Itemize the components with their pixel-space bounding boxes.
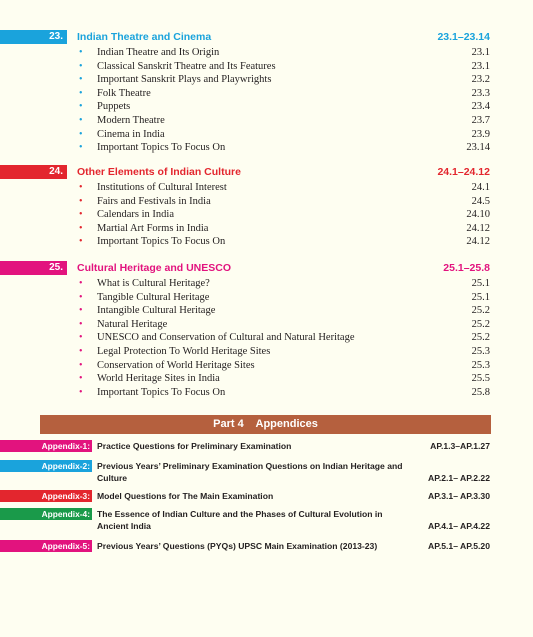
appendix-title: Previous Years’ Preliminary Examination Questions on Indian Heritage and Culture bbox=[97, 461, 403, 483]
topic-item[interactable] bbox=[0, 304, 533, 318]
topic-item[interactable] bbox=[0, 46, 533, 60]
topic-title: Tangible Cultural Heritage bbox=[97, 291, 210, 303]
topic-title: Intangible Cultural Heritage bbox=[97, 305, 216, 317]
topic-title: UNESCO and Conservation of Cultural and Natural Heritage bbox=[97, 332, 355, 344]
chapter-23 bbox=[0, 30, 533, 155]
topic-item[interactable] bbox=[0, 114, 533, 128]
chapter-color-bar bbox=[0, 165, 67, 179]
topic-list bbox=[0, 46, 533, 155]
appendix-title: The Essence of Indian Culture and the Phases of Cultural Evolution in Ancient India bbox=[97, 509, 383, 531]
bullet-icon: • bbox=[79, 305, 83, 317]
chapter-number: 25. bbox=[49, 262, 63, 273]
topic-page: 23.1 bbox=[471, 47, 490, 58]
topic-title: Indian Theatre and Its Origin bbox=[97, 47, 220, 58]
chapter-title: Indian Theatre and Cinema bbox=[77, 31, 212, 43]
appendix-label: Appendix-5: bbox=[41, 541, 90, 551]
topic-title: Important Topics To Focus On bbox=[97, 386, 226, 398]
bullet-icon: • bbox=[79, 87, 83, 99]
appendix-page-range: AP.1.3–AP.1.27 bbox=[430, 441, 490, 451]
bullet-icon: • bbox=[79, 222, 83, 234]
appendix-color-bar bbox=[0, 540, 92, 552]
chapter-heading[interactable] bbox=[0, 261, 533, 277]
topic-page: 23.9 bbox=[471, 128, 490, 140]
topic-item[interactable] bbox=[0, 318, 533, 332]
bullet-icon: • bbox=[79, 373, 83, 385]
topic-page: 25.3 bbox=[471, 359, 490, 371]
topic-item[interactable] bbox=[0, 222, 533, 236]
bullet-icon: • bbox=[79, 195, 83, 207]
bullet-icon: • bbox=[79, 101, 83, 113]
topic-item[interactable] bbox=[0, 345, 533, 359]
appendix-title: Model Questions for The Main Examination bbox=[97, 491, 274, 501]
topic-item[interactable] bbox=[0, 73, 533, 87]
topic-title: Puppets bbox=[97, 101, 131, 113]
topic-title: Cinema in India bbox=[97, 128, 165, 140]
topic-page: 25.2 bbox=[471, 318, 490, 330]
part-heading: Part 4 Appendices bbox=[40, 415, 491, 434]
chapter-heading[interactable] bbox=[0, 165, 533, 181]
bullet-icon: • bbox=[79, 182, 83, 193]
topic-title: Institutions of Cultural Interest bbox=[97, 182, 227, 193]
topic-page: 24.5 bbox=[471, 195, 490, 207]
chapter-number: 24. bbox=[49, 166, 63, 177]
bullet-icon: • bbox=[79, 318, 83, 330]
bullet-icon: • bbox=[79, 114, 83, 126]
chapter-heading[interactable] bbox=[0, 30, 533, 46]
topic-page: 23.3 bbox=[471, 87, 490, 99]
topic-title: Martial Art Forms in India bbox=[97, 222, 209, 234]
appendix-label: Appendix-2: bbox=[41, 461, 90, 471]
chapter-color-bar bbox=[0, 261, 67, 275]
appendix-label: Appendix-3: bbox=[41, 491, 90, 501]
topic-page: 24.10 bbox=[466, 209, 490, 221]
chapter-page-range: 25.1–25.8 bbox=[443, 262, 490, 274]
appendix-color-bar bbox=[0, 508, 92, 520]
topic-item[interactable] bbox=[0, 208, 533, 222]
appendix-page-range: AP.2.1– AP.2.22 bbox=[428, 473, 490, 483]
topic-page: 25.1 bbox=[471, 291, 490, 303]
appendix-title: Practice Questions for Preliminary Examination bbox=[97, 441, 292, 451]
bullet-icon: • bbox=[79, 236, 83, 248]
topic-title: Important Topics To Focus On bbox=[97, 142, 226, 154]
topic-item[interactable] bbox=[0, 87, 533, 101]
bullet-icon: • bbox=[79, 345, 83, 357]
appendix-label: Appendix-1: bbox=[41, 441, 90, 451]
topic-page: 23.4 bbox=[471, 101, 490, 113]
bullet-icon: • bbox=[79, 359, 83, 371]
topic-page: 25.3 bbox=[471, 345, 490, 357]
topic-page: 25.5 bbox=[471, 373, 490, 385]
appendix-page-range: AP.5.1– AP.5.20 bbox=[428, 541, 490, 551]
topic-title: Classical Sanskrit Theatre and Its Features bbox=[97, 60, 276, 72]
topic-title: Important Sanskrit Plays and Playwrights bbox=[97, 74, 272, 86]
topic-page: 23.2 bbox=[471, 74, 490, 86]
topic-item[interactable] bbox=[0, 291, 533, 305]
bullet-icon: • bbox=[79, 278, 83, 289]
topic-page: 25.2 bbox=[471, 305, 490, 317]
topic-title: Natural Heritage bbox=[97, 318, 168, 330]
bullet-icon: • bbox=[79, 332, 83, 344]
bullet-icon: • bbox=[79, 47, 83, 58]
topic-item[interactable] bbox=[0, 60, 533, 74]
topic-title: World Heritage Sites in India bbox=[97, 373, 220, 385]
chapter-title: Cultural Heritage and UNESCO bbox=[77, 262, 232, 274]
topic-page: 25.1 bbox=[471, 278, 490, 289]
chapter-25 bbox=[0, 261, 533, 399]
topic-item[interactable] bbox=[0, 235, 533, 249]
chapter-page-range: 23.1–23.14 bbox=[437, 31, 490, 43]
appendix-color-bar bbox=[0, 490, 92, 502]
topic-item[interactable] bbox=[0, 141, 533, 155]
topic-page: 24.12 bbox=[466, 236, 490, 248]
topic-title: Important Topics To Focus On bbox=[97, 236, 226, 248]
topic-title: Fairs and Festivals in India bbox=[97, 195, 211, 207]
topic-item[interactable] bbox=[0, 386, 533, 400]
topic-title: Modern Theatre bbox=[97, 114, 165, 126]
appendix-color-bar bbox=[0, 440, 92, 452]
bullet-icon: • bbox=[79, 386, 83, 398]
topic-item[interactable] bbox=[0, 359, 533, 373]
chapter-title: Other Elements of Indian Culture bbox=[77, 166, 241, 178]
appendix-label: Appendix-4: bbox=[41, 509, 90, 519]
bullet-icon: • bbox=[79, 74, 83, 86]
topic-list bbox=[0, 181, 533, 249]
topic-item[interactable] bbox=[0, 331, 533, 345]
bullet-icon: • bbox=[79, 60, 83, 72]
topic-page: 25.8 bbox=[471, 386, 490, 398]
topic-title: Conservation of World Heritage Sites bbox=[97, 359, 255, 371]
appendix-page-range: AP.4.1– AP.4.22 bbox=[428, 521, 490, 531]
topic-item[interactable] bbox=[0, 128, 533, 142]
topic-page: 23.1 bbox=[471, 60, 490, 72]
topic-item[interactable] bbox=[0, 277, 533, 291]
chapter-24 bbox=[0, 165, 533, 249]
topic-page: 25.2 bbox=[471, 332, 490, 344]
appendix-color-bar bbox=[0, 460, 92, 472]
topic-list bbox=[0, 277, 533, 399]
topic-title: Calendars in India bbox=[97, 209, 174, 221]
bullet-icon: • bbox=[79, 291, 83, 303]
topic-item[interactable] bbox=[0, 195, 533, 209]
topic-page: 23.7 bbox=[471, 114, 490, 126]
topic-item[interactable] bbox=[0, 372, 533, 386]
chapter-color-bar bbox=[0, 30, 67, 44]
bullet-icon: • bbox=[79, 142, 83, 154]
topic-title: What is Cultural Heritage? bbox=[97, 278, 210, 289]
appendix-page-range: AP.3.1– AP.3.30 bbox=[428, 491, 490, 501]
bullet-icon: • bbox=[79, 128, 83, 140]
topic-page: 24.1 bbox=[471, 182, 490, 193]
chapter-page-range: 24.1–24.12 bbox=[437, 166, 490, 178]
chapter-number: 23. bbox=[49, 31, 63, 42]
topic-item[interactable] bbox=[0, 100, 533, 114]
topic-item[interactable] bbox=[0, 181, 533, 195]
bullet-icon: • bbox=[79, 209, 83, 221]
appendix-title: Previous Years’ Questions (PYQs) UPSC Main Examination (2013-23) bbox=[97, 541, 378, 551]
topic-page: 23.14 bbox=[466, 142, 490, 154]
topic-title: Folk Theatre bbox=[97, 87, 151, 99]
topic-page: 24.12 bbox=[466, 222, 490, 234]
topic-title: Legal Protection To World Heritage Sites bbox=[97, 345, 271, 357]
